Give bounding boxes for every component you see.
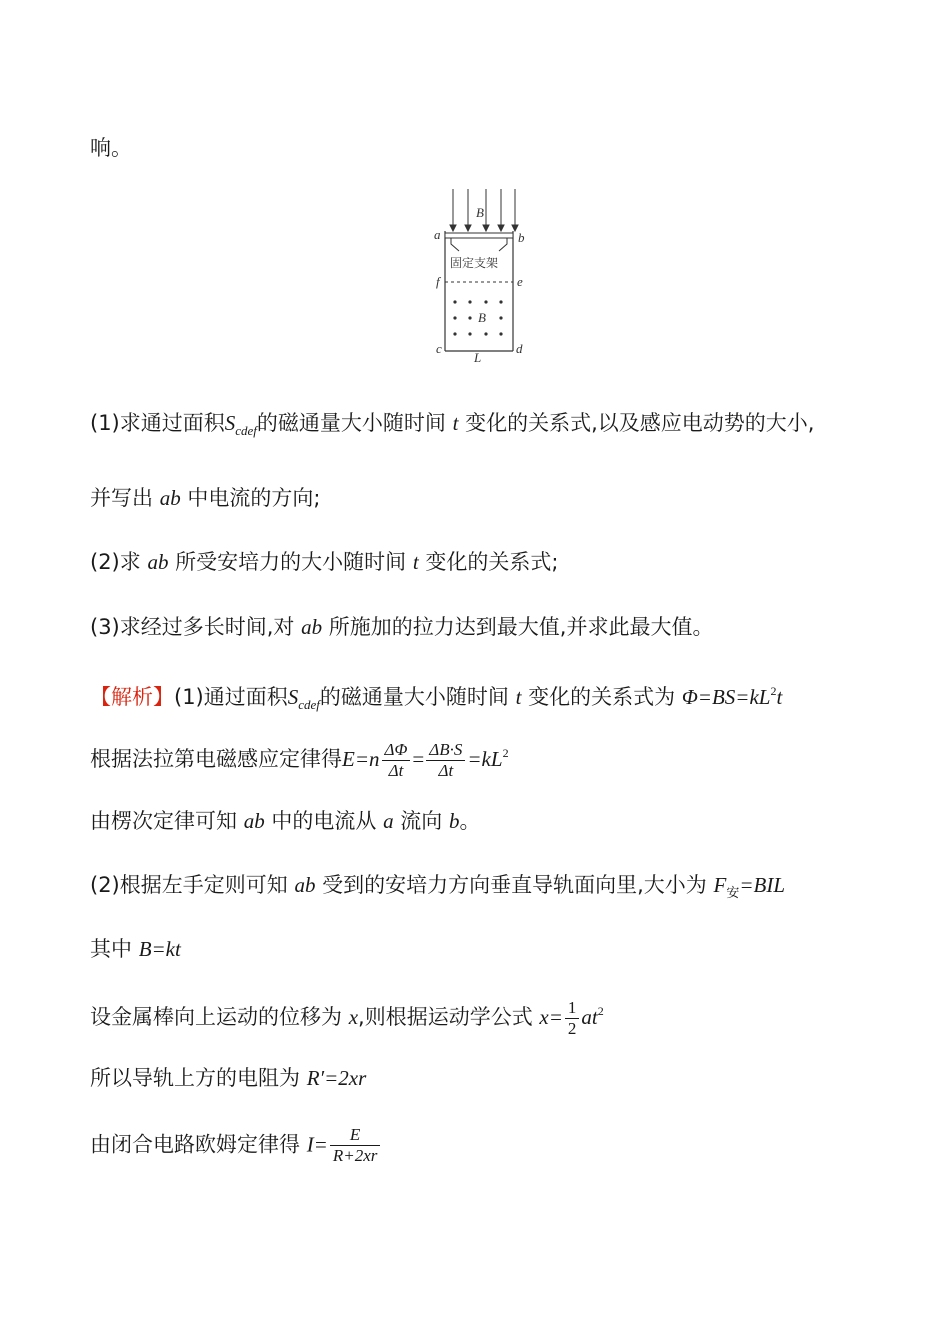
- question-1-line2: 并写出 ab 中电流的方向;: [90, 486, 321, 510]
- top-fragment: 响。: [90, 136, 132, 160]
- label-c: c: [436, 341, 442, 356]
- label-B-top: B: [476, 205, 484, 220]
- solution-line-5: 其中 B=kt: [90, 937, 181, 961]
- solution-line-7: 所以导轨上方的电阻为 R′=2xr: [90, 1066, 367, 1090]
- circuit-diagram: [428, 185, 538, 365]
- solution-line-2: 根据法拉第电磁感应定律得E=n $\frac{\Delta\Phi}{\Delta t}$ = $\frac{\Delta B\cdot S}{\Delta t}$ $=kL^2$: [90, 739, 509, 780]
- label-L: L: [474, 350, 482, 365]
- solution-line-3: 由楞次定律可知 ab 中的电流从 a 流向 b。: [90, 809, 481, 833]
- label-d: d: [516, 341, 523, 356]
- fraction-dbs-dt: $\frac{\Delta B\cdot S}{\Delta t}$: [426, 740, 465, 781]
- solution-line-4: (2)根据左手定则可知 ab 受到的安培力方向垂直导轨面向里,大小为 $F_安=BIL$: [90, 873, 786, 901]
- solution-tag: 【解析】: [90, 685, 174, 709]
- question-1-line1: (1)求通过面积$S_{cdef}$的磁通量大小随时间 t 变化的关系式,以及感应电动势的大小,: [90, 411, 815, 438]
- solution-line-8: 由闭合电路欧姆定律得 I= $\frac{E}{R+2xr}$: [90, 1125, 382, 1166]
- field-arrows-top: [450, 189, 518, 231]
- support-label: 固定支架: [450, 256, 499, 270]
- solution-line-6: 设金属棒向上运动的位移为 x,则根据运动学公式 x= $\frac{1}{2}$ $at^2$: [90, 997, 604, 1038]
- label-b: b: [518, 230, 525, 245]
- label-e: e: [517, 274, 523, 289]
- label-f: f: [436, 274, 440, 289]
- fraction-current: $\frac{E}{R+2xr}$: [330, 1125, 381, 1166]
- question-3: (3)求经过多长时间,对 ab 所施加的拉力达到最大值,并求此最大值。: [90, 615, 714, 639]
- solution-line-1: 【解析】(1)通过面积$S_{cdef}$的磁通量大小随时间 t 变化的关系式为 $\Phi=BS=kL^2t$: [90, 684, 783, 712]
- label-a: a: [434, 227, 441, 242]
- question-2: (2)求 ab 所受安培力的大小随时间 t 变化的关系式;: [90, 550, 559, 574]
- fraction-one-half: $\frac{1}{2}$: [565, 998, 580, 1039]
- label-B-bottom: B: [478, 310, 486, 325]
- fraction-dphi-dt: $\frac{\Delta\Phi}{\Delta t}$: [382, 740, 411, 781]
- rod-ab: [445, 233, 513, 238]
